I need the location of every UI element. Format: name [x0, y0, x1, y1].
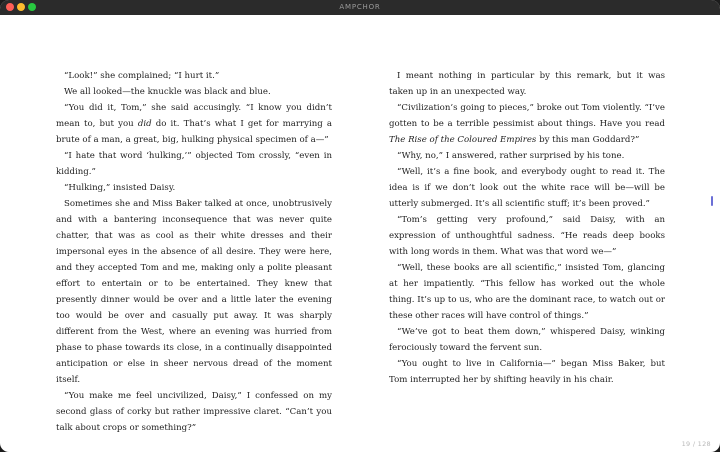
paragraph	[389, 68, 665, 100]
paragraph	[389, 212, 665, 260]
paragraph-text: “Tom’s getting very profound,” said Daisy, with an expression of unthoughtful sadness. “He reads deep books with long words in them. What was that word we—”	[389, 215, 665, 257]
paragraph-text: do it. That’s what I get for marrying a brute of a man, a great, big, hulking physical specimen of a—”	[56, 119, 333, 145]
paragraph	[56, 148, 332, 180]
paragraph-text: “Why, no,” I answered, rather surprised by his tone.	[397, 151, 625, 161]
right-page[interactable]	[389, 68, 665, 388]
paragraph-text: “Look!” she complained; “I hurt it.”	[64, 71, 220, 81]
paragraph	[389, 100, 665, 148]
italic-text: did	[137, 119, 152, 129]
paragraph-text: “Civilization’s going to pieces,” broke out Tom violently. “I’ve gotten to be a terrible pessimist about things. Have you read	[389, 103, 665, 129]
paragraph-text: Sometimes she and Miss Baker talked at once, unobtrusively and with a bantering inconsequence that was never quite chatter, that was as cool as their white dresses and their impersonal eyes in the absence of all desire. They were here, and they accepted Tom and me, making only a polite pleasant effort to entertain or to be entertained. They knew that presently dinner would be over and a little later the evening too would be over and casually put away. It was sharply different from the West, where an evening was hurried from phase to phase towards its close, in a continually disappointed anticipation or else in sheer nervous dread of the moment itself.	[56, 199, 332, 385]
title-bar[interactable]	[0, 0, 720, 15]
scroll-position-indicator[interactable]	[711, 196, 713, 206]
paragraph-text: “Well, these books are all scientific,” insisted Tom, glancing at her impatiently. “This fellow has worked out the whole thing. It’s up to us, who are the dominant race, to watch out or these other races will have control of things.”	[389, 263, 665, 321]
paragraph	[56, 388, 332, 436]
paragraph	[56, 196, 332, 388]
paragraph	[56, 68, 332, 84]
paragraph-text: “Hulking,” insisted Daisy.	[64, 183, 176, 193]
left-page[interactable]	[56, 68, 332, 436]
paragraph-text: “We’ve got to beat them down,” whispered Daisy, winking ferociously toward the fervent sun.	[389, 327, 665, 353]
paragraph-text: “I hate that word ‘hulking,’” objected Tom crossly, “even in kidding.”	[56, 151, 332, 177]
window-title: AMPCHOR	[339, 3, 381, 11]
paragraph	[389, 148, 665, 164]
paragraph	[389, 356, 665, 388]
paragraph-text: I meant nothing in particular by this remark, but it was taken up in an unexpected way.	[389, 71, 665, 97]
paragraph	[389, 324, 665, 356]
paragraph-text: “Well, it’s a fine book, and everybody ought to read it. The idea is if we don’t look out the white race will be—will be utterly submerged. It’s all scientific stuff; it’s been proved.”	[389, 167, 665, 209]
paragraph-text: by this man Goddard?”	[536, 135, 640, 145]
paragraph	[56, 84, 332, 100]
paragraph-text: “You ought to live in California—” began Miss Baker, but Tom interrupted her by shifting heavily in his chair.	[389, 359, 665, 385]
paragraph	[56, 100, 332, 148]
paragraph	[56, 180, 332, 196]
paragraph	[389, 164, 665, 212]
paragraph-text: “You make me feel uncivilized, Daisy,” I confessed on my second glass of corky but rather impressive claret. “Can’t you talk about crops or something?”	[56, 391, 332, 433]
page-counter: 19 / 128	[681, 440, 711, 448]
paragraph-text: “You did it, Tom,” she said accusingly. “I know you didn’t mean to, but you	[56, 103, 332, 129]
italic-text: The Rise of the Coloured Empires	[389, 135, 537, 145]
paragraph	[389, 260, 665, 324]
paragraph-text: We all looked—the knuckle was black and blue.	[64, 87, 271, 97]
